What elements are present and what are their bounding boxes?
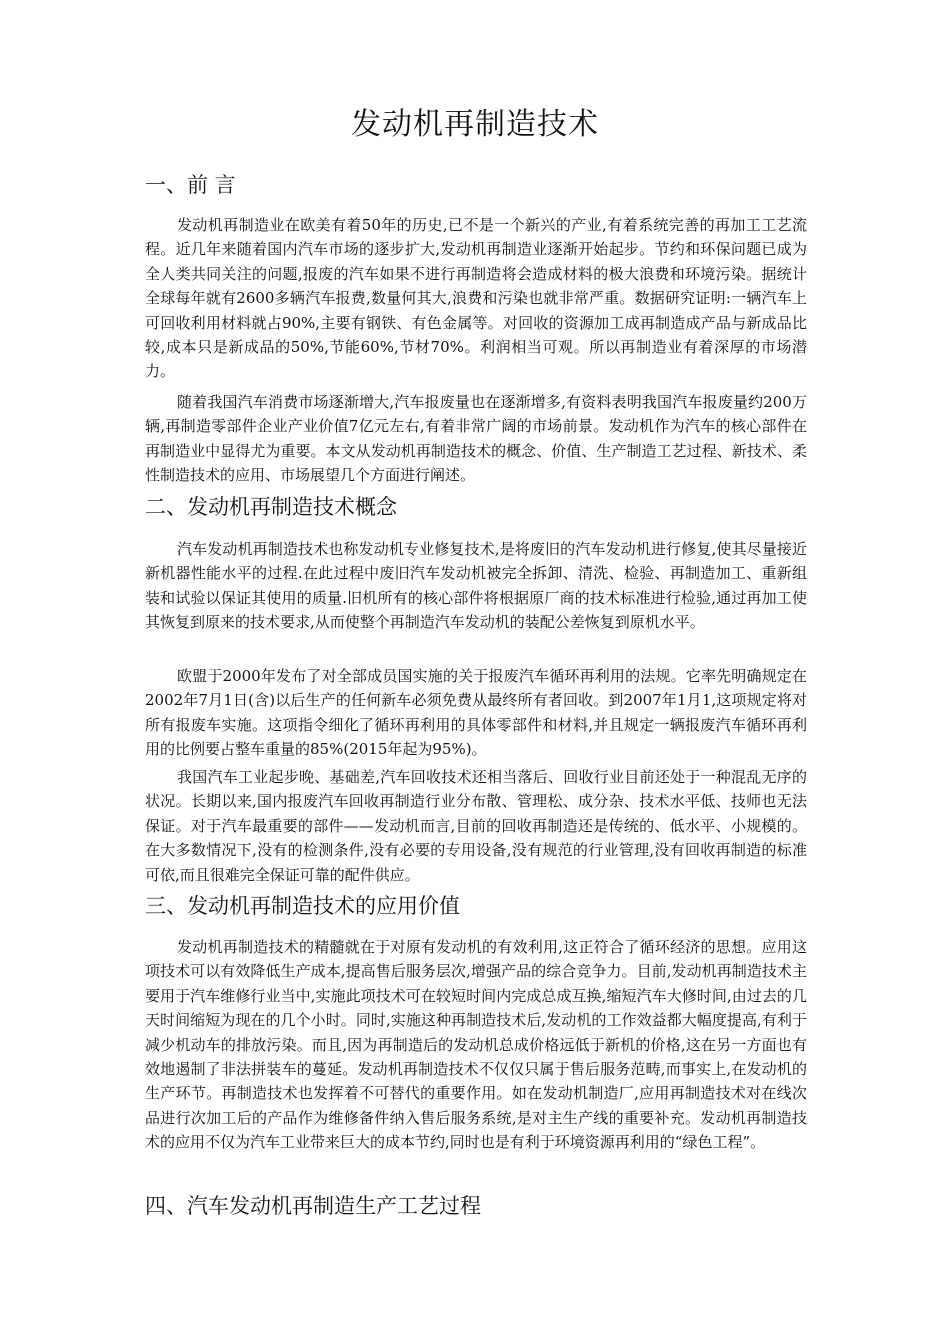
- paragraph-value-1: 发动机再制造技术的精髓就在于对原有发动机的有效利用,这正符合了循环经济的思想。应用这项技术可以有效降低生产成本,提高售后服务层次,增强产品的综合竞争力。目前,发动机再制造技术主要用于汽车维修行业当中,实施此项技术可在较短时间内完成总成互换,缩短汽车大修时间,由过去的几天时间缩短为现在的几个小时。同时,实施这种再制造技术后,发动机的工作效益都大幅度提高,有利于减少机动车的排放污染。而且,因为再制造后的发动机总成价格远低于新机的价格,这在另一方面也有效地遏制了非法拼装车的蔓延。发动机再制造技术不仅仅只属于售后服务范畴,而事实上,在发动机的生产环节。再制造技术也发挥着不可替代的重要作用。如在发动机制造厂,应用再制造技术对在线次品进行次加工后的产品作为维修备件纳入售后服务系统,是对主生产线的重要补充。发动机再制造技术的应用不仅为汽车工业带来巨大的成本节约,同时也是有利于环境资源再利用的“绿色工程”。: [145, 938, 807, 1152]
- section-heading-concept: 二、发动机再制造技术概念: [145, 495, 397, 519]
- section-heading-process: 四、汽车发动机再制造生产工艺过程: [145, 1194, 481, 1218]
- paragraph-concept-1: 汽车发动机再制造技术也称发动机专业修复技术,是将废旧的汽车发动机进行修复,使其尽量接近新机器性能水平的过程.在此过程中废旧汽车发动机被完全拆卸、清洗、检验、再制造加工、重新组装和试验以保证其使用的质量.旧机所有的核心部件将根据原厂商的技术标准进行检验,通过再加工使其恢复到原来的技术要求,从而使整个再制造汽车发动机的装配公差恢复到原机水平。: [145, 540, 807, 632]
- paragraph-concept-3: 我国汽车工业起步晚、基础差,汽车回收技术还相当落后、回收行业目前还处于一种混乱无序的状况。长期以来,国内报废汽车回收再制造行业分布散、管理松、成分杂、技术水平低、技师也无法保证。对于汽车最重要的部件——发动机而言,目前的回收再制造还是传统的、低水平、小规模的。在大多数情况下,没有的检测条件,没有必要的专用设备,没有规范的行业管理,没有回收再制造的标准可依,而且很难完全保证可靠的配件供应。: [145, 768, 807, 884]
- section-heading-value: 三、发动机再制造技术的应用价值: [145, 894, 460, 918]
- paragraph-concept-2: 欧盟于2000年发布了对全部成员国实施的关于报废汽车循环再利用的法规。它率先明确规定在2002年7月1日(含)以后生产的任何新车必须免费从最终所有者回收。到2007年1月1,这项规定将对所有报废车实施。这项指令细化了循环再利用的具体零部件和材料,并且规定一辆报废汽车循环再利用的比例要占整车重量的85%(2015年起为95%)。: [145, 667, 807, 759]
- paragraph-preface-2: 随着我国汽车消费市场逐渐增大,汽车报废量也在逐渐增多,有资料表明我国汽车报废量约200万辆,再制造零部件企业产业价值7亿元左右,有着非常广阔的市场前景。发动机作为汽车的核心部件在再制造业中显得尤为重要。本文从发动机再制造技术的概念、价值、生产制造工艺过程、新技术、柔性制造技术的应用、市场展望几个方面进行阐述。: [145, 393, 807, 485]
- paragraph-preface-1: 发动机再制造业在欧美有着50年的历史,已不是一个新兴的产业,有着系统完善的再加工工艺流程。近几年来随着国内汽车市场的逐步扩大,发动机再制造业逐渐开始起步。节约和环保问题已成为全人类共同关注的问题,报废的汽车如果不进行再制造将会造成材料的极大浪费和环境污染。据统计全球每年就有2600多辆汽车报费,数量何其大,浪费和污染也就非常严重。数据研究证明:一辆汽车上可回收利用材料就占90%,主要有钢铁、有色金属等。对回收的资源加工成再制造成产品与新成品比较,成本只是新成品的50%,节能60%,节材70%。利润相当可观。所以再制造业有着深厚的市场潜力。: [145, 216, 807, 381]
- section-heading-preface: 一、前 言: [145, 173, 236, 197]
- document-title: 发动机再制造技术: [351, 107, 599, 142]
